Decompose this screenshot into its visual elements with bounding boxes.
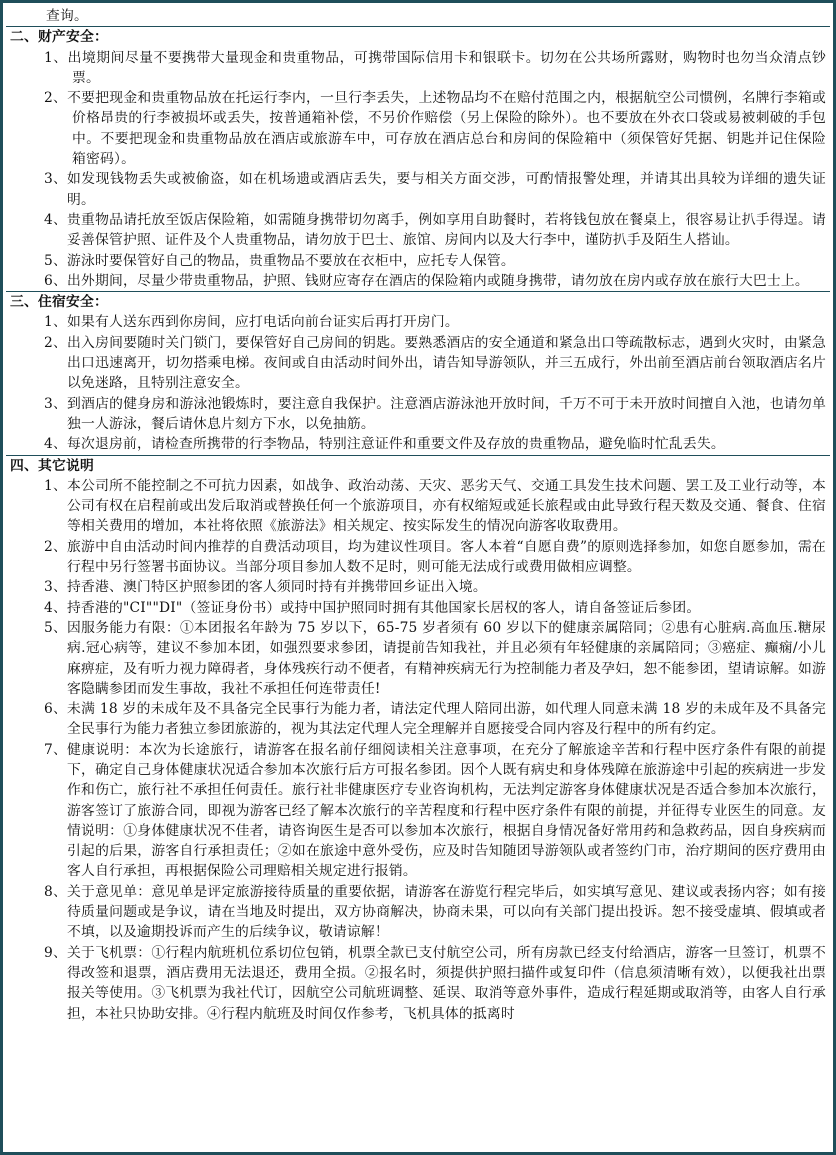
item-number: 7、 bbox=[44, 741, 67, 758]
sections-container bbox=[6, 26, 830, 1024]
document bbox=[6, 6, 830, 1024]
item-text: 关于意见单：意见单是评定旅游接待质量的重要依据，请游客在游览行程完毕后，如实填写意见、建议或表扬内容；如有接待质量问题或是争议，请在当地及时提出，双方协商解决，协商未果，可以向有关部门提出投诉。恕不接受虚填、假填或者不填，以及逾期投诉而产生的后续争议，敬请谅解！ bbox=[66, 883, 826, 941]
list-item bbox=[6, 88, 830, 169]
item-number: 8、 bbox=[44, 883, 67, 900]
item-text: 持香港的"CI""DI"（签证身份书）或持中国护照同时拥有其他国家长居权的客人，请自备签证后参团。 bbox=[66, 599, 701, 616]
list-item bbox=[6, 333, 830, 394]
item-text: 关于飞机票：①行程内航班机位系切位包销，机票全款已支付航空公司，所有房款已经支付给酒店，游客一旦签订，机票不得改签和退票，酒店费用无法退还，费用全损。②报名时，须提供护照扫描件或复印件（信息须清晰有效），以便我社出票报关等使用。③飞机票为我社代订，因航空公司航班调整、延误、取消等意外事件，造成行程延期或取消等，由客人自行承担，本社只协助安排。④行程内航班及时间仅作参考，飞机具体的抵离时 bbox=[66, 944, 826, 1022]
item-text: 本公司所不能控制之不可抗力因素，如战争、政治动荡、天灾、恶劣天气、交通工具发生技术问题、罢工及工业行动等，本公司有权在启程前或出发后取消或替换任何一个旅游项目，亦有权缩短或延长旅程或由此导致行程天数及交通、餐食、住宿等相关费用的增加，本社将依照《旅游法》相关规定、按实际发生的情况向游客收取费用。 bbox=[66, 477, 826, 535]
item-number: 2、 bbox=[44, 538, 67, 555]
item-text: 游泳时要保管好自己的物品，贵重物品不要放在衣柜中，应托专人保管。 bbox=[66, 252, 515, 269]
item-text: 出入房间要随时关门锁门，要保管好自己房间的钥匙。要熟悉酒店的安全通道和紧急出口等疏散标志，遇到火灾时，由紧急出口迅速离开，切勿搭乘电梯。夜间或自由活动时间外出，请告知导游领队，并三五成行，外出前至酒店前台领取酒店名片以免迷路，且特别注意安全。 bbox=[66, 334, 826, 392]
list-item bbox=[6, 882, 830, 943]
item-text: 不要把现金和贵重物品放在托运行李内，一旦行李丢失，上述物品均不在赔付范围之内，根据航空公司惯例，名牌行李箱或价格昂贵的行李被损坏或丢失，按普通箱补偿，不另价作赔偿（另上保险的除外）。也不要放在外衣口袋或易被刺破的手包中。不要把现金和贵重物品放在酒店或旅游车中，可存放在酒店总台和房间的保险箱中（须保管好凭据、钥匙并记住保险箱密码）。 bbox=[67, 90, 826, 168]
list-item bbox=[6, 169, 830, 210]
list-item bbox=[6, 740, 830, 882]
section bbox=[6, 26, 830, 291]
item-number: 5、 bbox=[44, 619, 67, 636]
item-number: 3、 bbox=[44, 395, 67, 412]
item-number: 1、 bbox=[44, 49, 68, 66]
list-item bbox=[6, 251, 830, 271]
list-item bbox=[6, 434, 830, 454]
item-text: 因服务能力有限：①本团报名年龄为 75 岁以下，65-75 岁者须有 60 岁以下的健康亲属陪同；②患有心脏病.高血压.糖尿病.冠心病等，建议不参加本团，如强烈要求参团，请提前告知我社，并且必须有年轻健康的亲属陪同；③癌症、癫痫/小儿麻痹症，及有听力视力障碍者，身体残疾行动不便者，有精神疾病无行为控制能力者及孕妇，恕不能参团，望请谅解。如游客隐瞒参团而发生事故，我社不承担任何连带责任! bbox=[66, 619, 826, 697]
item-number: 6、 bbox=[44, 272, 67, 289]
item-number: 1、 bbox=[44, 314, 67, 331]
item-text: 出境期间尽量不要携带大量现金和贵重物品，可携带国际信用卡和银联卡。切勿在公共场所露财，购物时也勿当众清点钞票。 bbox=[67, 49, 826, 86]
item-text: 如发现钱物丢失或被偷盗，如在机场遗或酒店丢失，要与相关方面交涉，可酌情报警处理，并请其出具较为详细的遗失证明。 bbox=[66, 171, 826, 208]
item-text: 出外期间，尽量少带贵重物品，护照、钱财应寄存在酒店的保险箱内或随身携带，请勿放在房内或存放在旅行大巴士上。 bbox=[66, 272, 809, 289]
list-item bbox=[6, 943, 830, 1024]
list-item bbox=[6, 394, 830, 435]
item-text: 每次退房前，请检查所携带的行李物品，特别注意证件和重要文件及存放的贵重物品，避免临时忙乱丢失。 bbox=[66, 436, 725, 453]
item-number: 2、 bbox=[44, 334, 67, 351]
list-item bbox=[6, 577, 830, 597]
list-item bbox=[6, 476, 830, 537]
list-item bbox=[6, 537, 830, 578]
item-text: 健康说明：本次为长途旅行，请游客在报名前仔细阅读相关注意事项，在充分了解旅途辛苦和行程中医疗条件有限的前提下，确定自己身体健康状况适合参加本次旅行后方可报名参团。因个人既有病史和身体残障在旅游途中引起的疾病进一步发作和伤亡，旅行社不承担任何责任。旅行社非健康医疗专业咨询机构，无法判定游客身体健康状况是否适合参加本次旅行，游客签订了旅游合同，即视为游客已经了解本次旅行的辛苦程度和行程中医疗条件有限的前提，并征得专业医生的同意。友情说明：①身体健康状况不佳者，请咨询医生是否可以参加本次旅行，根据自身情况备好常用药和急救药品，因自身疾病而引起的后果，游客自行承担责任；②如在旅途中意外受伤，应及时告知随团导游领队或者签约门市，治疗期间的医疗费用由客人自行承担，再根据保险公司理赔相关规定进行报销。 bbox=[66, 741, 826, 880]
continued-text: 查询。 bbox=[46, 8, 88, 24]
section-heading: 二、财产安全： bbox=[10, 29, 108, 46]
item-number: 3、 bbox=[44, 171, 67, 188]
item-number: 4、 bbox=[44, 436, 67, 453]
item-number: 2、 bbox=[44, 90, 68, 107]
item-number: 6、 bbox=[44, 701, 67, 718]
list-item bbox=[6, 210, 830, 251]
section-heading: 四、其它说明 bbox=[10, 457, 94, 474]
list-item bbox=[6, 598, 830, 618]
item-number: 4、 bbox=[44, 211, 67, 228]
item-text: 到酒店的健身房和游泳池锻炼时，要注意自我保护。注意酒店游泳池开放时间，千万不可于未开放时间擅自入池，也请勿单独一人游泳，餐后请休息片刻方下水，以免抽筋。 bbox=[66, 395, 826, 432]
list-item bbox=[6, 312, 830, 332]
list-item bbox=[6, 699, 830, 740]
item-text: 旅游中自由活动时间内推荐的自费活动项目，均为建议性项目。客人本着“自愿自费”的原则选择参加，如您自愿参加，需在行程中另行签署书面协议。当部分项目参加人数不足时，则可能无法成行或费用做相应调整。 bbox=[66, 538, 826, 576]
section bbox=[6, 455, 830, 1024]
item-number: 9、 bbox=[44, 944, 67, 961]
item-text: 贵重物品请托放至饭店保险箱，如需随身携带切勿离手，例如享用自助餐时，若将钱包放在餐桌上，很容易让扒手得逞。请妥善保管护照、证件及个人贵重物品，请勿放于巴士、旅馆、房间内以及大行李中，谨防扒手及陌生人搭讪。 bbox=[66, 211, 826, 249]
item-text: 如果有人送东西到你房间，应打电话向前台证实后再打开房门。 bbox=[66, 314, 459, 331]
item-number: 1、 bbox=[44, 477, 67, 494]
section-heading: 三、住宿安全： bbox=[10, 294, 108, 311]
item-number: 4、 bbox=[44, 599, 67, 616]
list-item bbox=[6, 618, 830, 699]
list-item bbox=[6, 271, 830, 291]
item-text: 持香港、澳门特区护照参团的客人须同时持有并携带回乡证出入境。 bbox=[66, 579, 487, 596]
item-number: 3、 bbox=[44, 579, 67, 596]
list-item bbox=[6, 48, 830, 89]
item-text: 未满 18 岁的未成年及不具备完全民事行为能力者，请法定代理人陪同出游，如代理人同意未满 18 岁的未成年及不具备完全民事行为能力者独立参团旅游的，视为其法定代理人完全理解并自愿接受合同内容及行程中的所有约定。 bbox=[66, 701, 826, 738]
section bbox=[6, 291, 830, 454]
item-number: 5、 bbox=[44, 252, 67, 269]
